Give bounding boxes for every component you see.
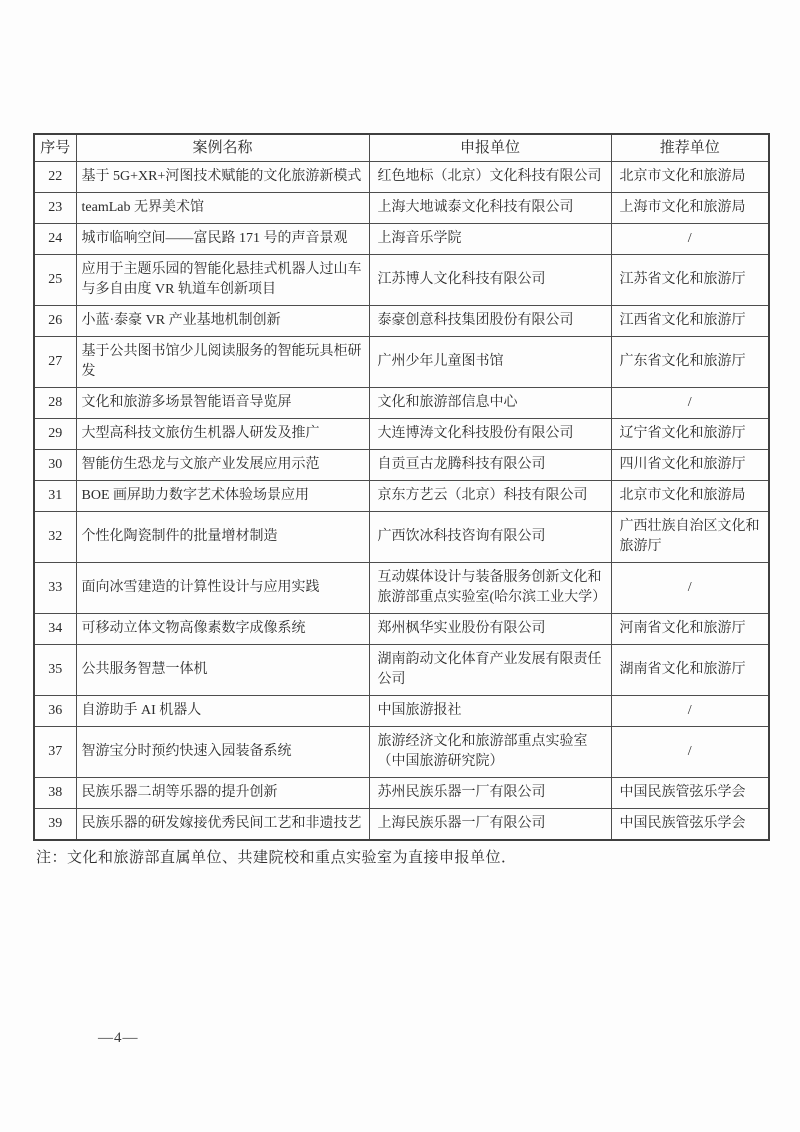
col-header-applicant-unit: 申报单位 <box>369 134 611 162</box>
cell-recommender-unit: / <box>611 696 769 727</box>
cell-serial-number: 36 <box>34 696 76 727</box>
cell-case-name: 小蓝·泰豪 VR 产业基地机制创新 <box>76 306 369 337</box>
cell-recommender-unit: 中国民族管弦乐学会 <box>611 778 769 809</box>
cell-applicant-unit: 上海民族乐器一厂有限公司 <box>369 809 611 841</box>
cell-applicant-unit: 互动媒体设计与装备服务创新文化和旅游部重点实验室(哈尔滨工业大学） <box>369 563 611 614</box>
table-row <box>34 614 769 645</box>
cell-recommender-unit: / <box>611 388 769 419</box>
cell-case-name: 可移动立体文物高像素数字成像系统 <box>76 614 369 645</box>
col-header-recommender-unit: 推荐单位 <box>611 134 769 162</box>
cell-serial-number: 23 <box>34 193 76 224</box>
cell-serial-number: 25 <box>34 255 76 306</box>
table-row <box>34 450 769 481</box>
cell-case-name: 自游助手 AI 机器人 <box>76 696 369 727</box>
cell-recommender-unit: 湖南省文化和旅游厅 <box>611 645 769 696</box>
cell-serial-number: 38 <box>34 778 76 809</box>
table-row <box>34 563 769 614</box>
cell-applicant-unit: 广西饮冰科技咨询有限公司 <box>369 512 611 563</box>
cell-serial-number: 33 <box>34 563 76 614</box>
table-row <box>34 778 769 809</box>
cell-case-name: 个性化陶瓷制件的批量增材制造 <box>76 512 369 563</box>
cell-applicant-unit: 自贡亘古龙腾科技有限公司 <box>369 450 611 481</box>
cell-case-name: teamLab 无界美术馆 <box>76 193 369 224</box>
cell-case-name: 大型高科技文旅仿生机器人研发及推广 <box>76 419 369 450</box>
cell-applicant-unit: 文化和旅游部信息中心 <box>369 388 611 419</box>
cell-applicant-unit: 广州少年儿童图书馆 <box>369 337 611 388</box>
cell-applicant-unit: 中国旅游报社 <box>369 696 611 727</box>
cell-recommender-unit: 江西省文化和旅游厅 <box>611 306 769 337</box>
cell-case-name: 民族乐器的研发嫁接优秀民间工艺和非遗技艺 <box>76 809 369 841</box>
cell-serial-number: 31 <box>34 481 76 512</box>
cell-recommender-unit: / <box>611 224 769 255</box>
cell-case-name: 基于 5G+XR+河图技术赋能的文化旅游新模式 <box>76 162 369 193</box>
cell-recommender-unit: 四川省文化和旅游厅 <box>611 450 769 481</box>
cell-case-name: 面向冰雪建造的计算性设计与应用实践 <box>76 563 369 614</box>
table-row <box>34 481 769 512</box>
cell-applicant-unit: 上海音乐学院 <box>369 224 611 255</box>
cell-serial-number: 24 <box>34 224 76 255</box>
table-row <box>34 224 769 255</box>
cell-recommender-unit: 上海市文化和旅游局 <box>611 193 769 224</box>
table-row <box>34 645 769 696</box>
table-row <box>34 512 769 563</box>
table-row <box>34 337 769 388</box>
cell-serial-number: 37 <box>34 727 76 778</box>
cell-recommender-unit: 广东省文化和旅游厅 <box>611 337 769 388</box>
cell-applicant-unit: 上海大地诚泰文化科技有限公司 <box>369 193 611 224</box>
cell-serial-number: 28 <box>34 388 76 419</box>
table-row <box>34 388 769 419</box>
cell-serial-number: 27 <box>34 337 76 388</box>
cell-recommender-unit: 江苏省文化和旅游厅 <box>611 255 769 306</box>
page-number: —4— <box>98 1030 139 1046</box>
col-header-serial-number: 序号 <box>34 134 76 162</box>
table-row <box>34 809 769 841</box>
table-row <box>34 306 769 337</box>
table-row <box>34 727 769 778</box>
cell-serial-number: 30 <box>34 450 76 481</box>
cell-serial-number: 39 <box>34 809 76 841</box>
cell-recommender-unit: 北京市文化和旅游局 <box>611 481 769 512</box>
cell-case-name: 基于公共图书馆少儿阅读服务的智能玩具柜研发 <box>76 337 369 388</box>
cases-table <box>33 133 770 841</box>
table-row <box>34 162 769 193</box>
cell-case-name: 民族乐器二胡等乐器的提升创新 <box>76 778 369 809</box>
cell-case-name: 应用于主题乐园的智能化悬挂式机器人过山车与多自由度 VR 轨道车创新项目 <box>76 255 369 306</box>
table-header <box>34 134 769 162</box>
table-body <box>34 162 769 841</box>
table-row <box>34 696 769 727</box>
cell-recommender-unit: / <box>611 727 769 778</box>
cell-case-name: 文化和旅游多场景智能语音导览屏 <box>76 388 369 419</box>
cell-serial-number: 32 <box>34 512 76 563</box>
cell-case-name: 智游宝分时预约快速入园装备系统 <box>76 727 369 778</box>
cell-case-name: BOE 画屏助力数字艺术体验场景应用 <box>76 481 369 512</box>
cell-serial-number: 22 <box>34 162 76 193</box>
cell-case-name: 公共服务智慧一体机 <box>76 645 369 696</box>
cell-applicant-unit: 江苏博人文化科技有限公司 <box>369 255 611 306</box>
cell-recommender-unit: 辽宁省文化和旅游厅 <box>611 419 769 450</box>
cell-applicant-unit: 郑州枫华实业股份有限公司 <box>369 614 611 645</box>
cell-case-name: 城市临响空间——富民路 171 号的声音景观 <box>76 224 369 255</box>
cell-applicant-unit: 红色地标（北京）文化科技有限公司 <box>369 162 611 193</box>
footnote: 注：文化和旅游部直属单位、共建院校和重点实验室为直接申报单位． <box>36 850 517 866</box>
cell-applicant-unit: 苏州民族乐器一厂有限公司 <box>369 778 611 809</box>
cell-applicant-unit: 湖南韵动文化体育产业发展有限责任公司 <box>369 645 611 696</box>
cell-applicant-unit: 旅游经济文化和旅游部重点实验室（中国旅游研究院） <box>369 727 611 778</box>
cell-recommender-unit: 广西壮族自治区文化和旅游厅 <box>611 512 769 563</box>
cell-applicant-unit: 京东方艺云（北京）科技有限公司 <box>369 481 611 512</box>
cell-serial-number: 29 <box>34 419 76 450</box>
table-row <box>34 193 769 224</box>
col-header-case-name: 案例名称 <box>76 134 369 162</box>
cell-serial-number: 34 <box>34 614 76 645</box>
cell-recommender-unit: 河南省文化和旅游厅 <box>611 614 769 645</box>
cell-recommender-unit: 中国民族管弦乐学会 <box>611 809 769 841</box>
cell-applicant-unit: 大连博涛文化科技股份有限公司 <box>369 419 611 450</box>
cell-applicant-unit: 泰豪创意科技集团股份有限公司 <box>369 306 611 337</box>
cell-case-name: 智能仿生恐龙与文旅产业发展应用示范 <box>76 450 369 481</box>
table-row <box>34 255 769 306</box>
cell-serial-number: 26 <box>34 306 76 337</box>
cell-recommender-unit: / <box>611 563 769 614</box>
table-row <box>34 419 769 450</box>
table-header-row <box>34 134 769 162</box>
cell-serial-number: 35 <box>34 645 76 696</box>
cell-recommender-unit: 北京市文化和旅游局 <box>611 162 769 193</box>
